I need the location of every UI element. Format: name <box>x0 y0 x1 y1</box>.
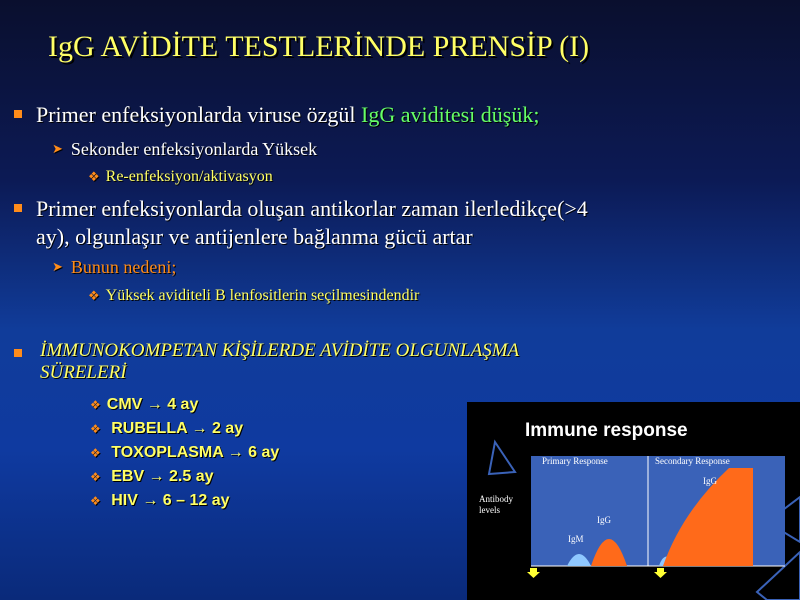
time-label: RUBELLA → 2 ay <box>106 420 244 437</box>
time-item-rubella <box>90 420 243 438</box>
sub-bullet-text: Bunun nedeni; <box>70 257 177 277</box>
time-item-hiv <box>90 492 230 510</box>
diamond-bullet-icon: ❖ <box>88 288 100 303</box>
y-axis-label-line1: Antibody <box>479 494 514 504</box>
bullet-highlight: IgG aviditesi düşük; <box>361 102 540 127</box>
arrow-bullet-icon: ➤ <box>52 141 63 156</box>
square-bullet-icon <box>14 204 22 212</box>
immunocompetent-heading <box>40 340 720 384</box>
heading-line2: SÜRELERİ <box>40 362 127 383</box>
sub-bullet-secondary <box>52 139 317 160</box>
immune-response-svg <box>467 402 800 600</box>
subsub-bullet-selection <box>88 287 419 305</box>
arrow-bullet-icon: ➤ <box>52 259 63 274</box>
sub-bullet-text: Sekonder enfeksiyonlarda Yüksek <box>70 139 318 159</box>
diamond-bullet-icon: ❖ <box>90 494 101 508</box>
antigen-marker-2-icon <box>654 568 667 578</box>
time-label: TOXOPLASMA → 6 ay <box>106 444 280 461</box>
primary-response-label: Primary Response <box>542 456 608 466</box>
figure-title: Immune response <box>525 420 688 441</box>
time-item-ebv <box>90 468 213 486</box>
antigen-marker-1-icon <box>527 568 540 578</box>
diamond-bullet-icon: ❖ <box>90 446 101 460</box>
igm-primary-label: IgM <box>568 534 584 544</box>
igg-primary-label: IgG <box>597 515 611 525</box>
decor-triangle <box>489 442 515 474</box>
time-label: CMV → 4 ay <box>106 396 199 413</box>
sub-bullet-reason <box>52 257 176 278</box>
diamond-bullet-icon: ❖ <box>88 169 100 184</box>
secondary-response-label: Secondary Response <box>655 456 730 466</box>
square-bullet-icon <box>14 110 22 118</box>
time-item-toxoplasma <box>90 444 279 462</box>
subsub-bullet-text: Re-enfeksiyon/aktivasyon <box>105 168 273 185</box>
diamond-bullet-icon: ❖ <box>90 422 101 436</box>
y-axis-label-line2: levels <box>479 505 500 515</box>
slide-title: IgG AVİDİTE TESTLERİNDE PRENSİP (I) <box>48 30 590 63</box>
bullet-maturation-line2: ay), olgunlaşır ve antijenlere bağlanma gücü artar <box>36 224 473 249</box>
bullet-maturation <box>14 196 588 222</box>
time-label: HIV → 6 – 12 ay <box>106 492 230 509</box>
bullet-marker-3 <box>14 344 22 362</box>
diamond-bullet-icon: ❖ <box>90 470 101 484</box>
time-item-cmv <box>90 396 198 414</box>
heading-line1: İMMUNOKOMPETAN KİŞİLERDE AVİDİTE OLGUNLAŞMA <box>40 340 520 361</box>
diamond-bullet-icon: ❖ <box>90 398 101 412</box>
immune-response-figure <box>467 402 800 600</box>
igg-secondary-label: IgG <box>703 476 717 486</box>
bullet-text: Primer enfeksiyonlarda viruse özgül <box>36 102 362 127</box>
time-label: EBV → 2.5 ay <box>106 468 214 485</box>
subsub-bullet-text: Yüksek aviditeli B lenfositlerin seçilmesindendir <box>105 287 420 304</box>
bullet-text-line1: Primer enfeksiyonlarda oluşan antikorlar zaman ilerledikçe(>4 <box>36 196 588 221</box>
subsub-bullet-reinfection <box>88 168 273 186</box>
square-bullet-icon <box>14 349 22 357</box>
bullet-primary-avidity <box>14 102 539 128</box>
